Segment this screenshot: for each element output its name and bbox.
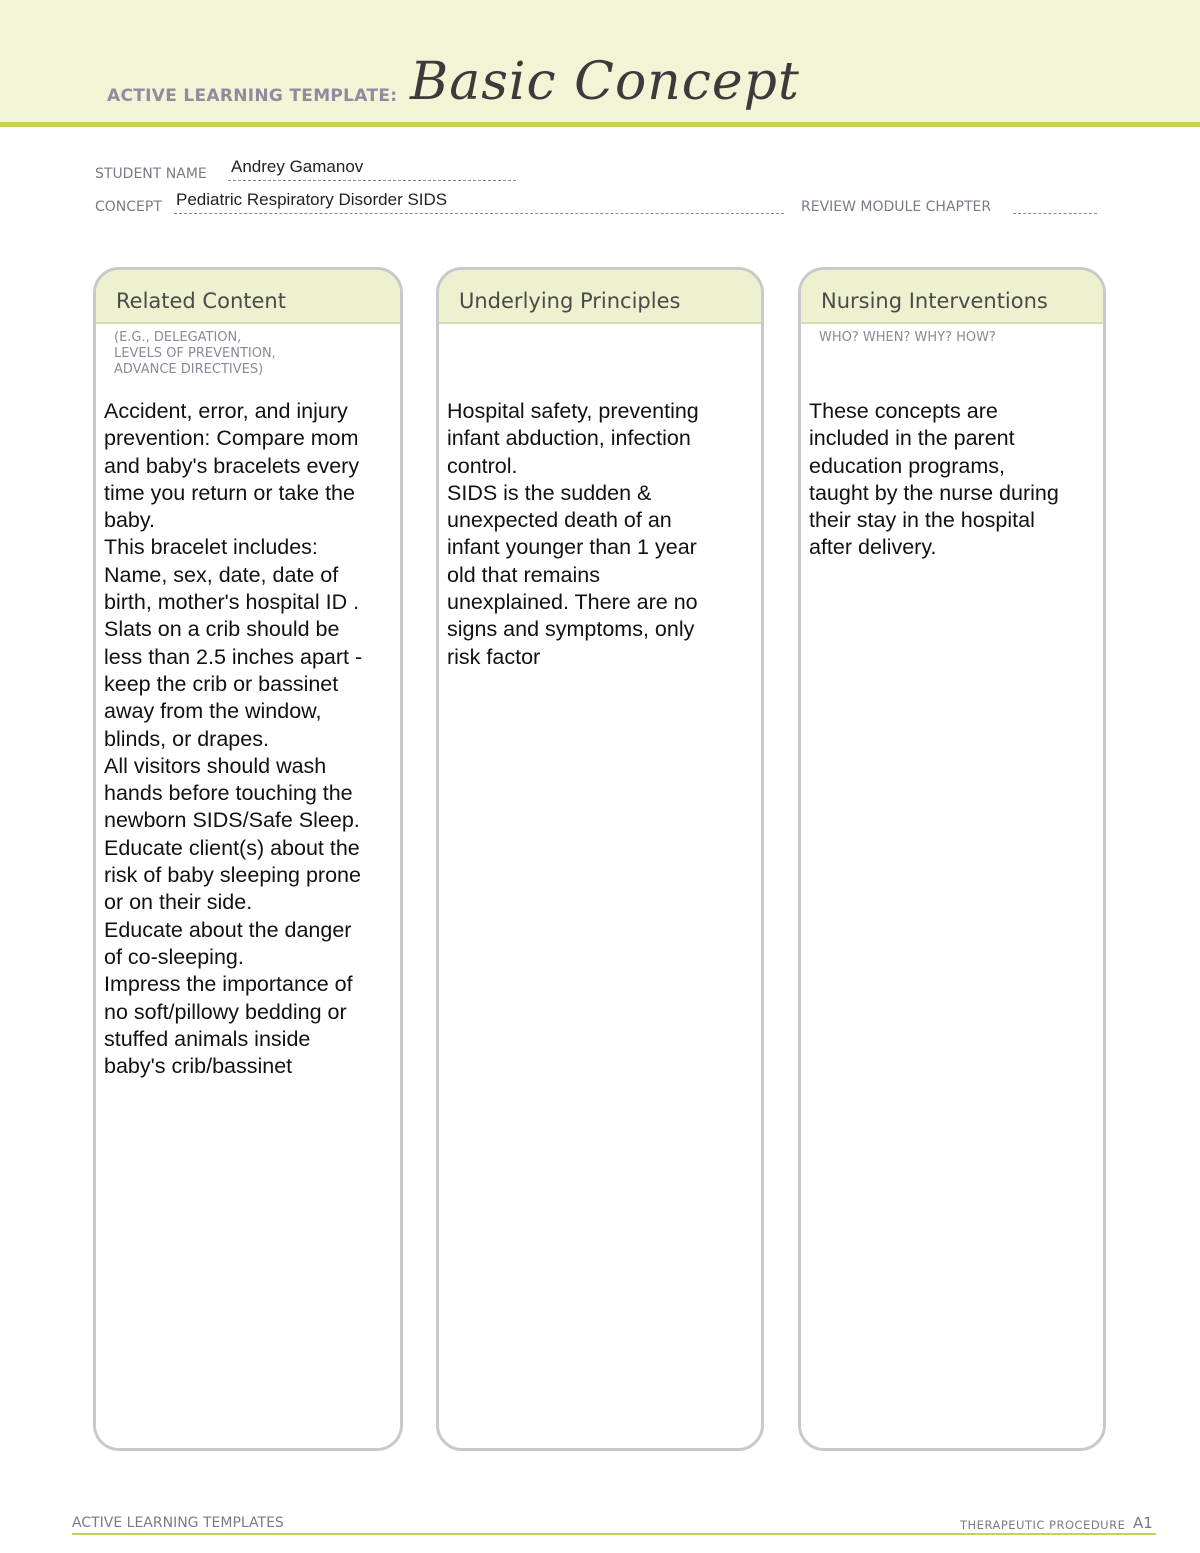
underlying-principles-header	[439, 270, 761, 324]
concept-label: CONCEPT	[95, 199, 162, 215]
concept-field[interactable]: Pediatric Respiratory Disorder SIDS	[176, 190, 448, 209]
footer-left-label: ACTIVE LEARNING TEMPLATES	[72, 1515, 284, 1531]
nursing-interventions-title: Nursing Interventions	[821, 289, 1048, 313]
page-title: Basic Concept	[410, 52, 800, 112]
footer-divider	[72, 1533, 1156, 1535]
student-name-field[interactable]: Andrey Gamanov	[231, 157, 364, 176]
related-content-title: Related Content	[116, 289, 286, 313]
nursing-interventions-panel	[798, 267, 1106, 1451]
underlying-principles-panel	[436, 267, 764, 1451]
review-module-field[interactable]	[1013, 213, 1097, 214]
nursing-interventions-header	[801, 270, 1103, 324]
underlying-principles-title: Underlying Principles	[459, 289, 681, 313]
related-content-panel	[93, 267, 403, 1451]
review-module-label: REVIEW MODULE CHAPTER	[801, 199, 992, 215]
concept-line	[174, 213, 784, 214]
nursing-interventions-subtitle: WHO? WHEN? WHY? HOW?	[819, 330, 996, 345]
student-name-label: STUDENT NAME	[95, 166, 207, 182]
related-content-header	[96, 270, 400, 324]
header-divider	[0, 122, 1200, 127]
footer-right-label: THERAPEUTIC PROCEDURE	[960, 1518, 1126, 1532]
nursing-interventions-text[interactable]: These concepts are included in the parent education programs, taught by the nurse during their stay in the hospital after delivery.	[809, 399, 1059, 560]
student-name-line	[228, 180, 516, 181]
underlying-principles-text[interactable]: Hospital safety, preventing infant abduction, infection control. SIDS is the sudden & unexpected death of an infant younger than 1 year old that remains unexplained. There are no signs and symptoms, only risk factor	[447, 399, 699, 669]
page-number: A1	[1133, 1514, 1153, 1532]
related-content-subtitle: (E.G., DELEGATION, LEVELS OF PREVENTION, ADVANCE DIRECTIVES)	[114, 330, 276, 377]
related-content-text[interactable]: Accident, error, and injury prevention: Compare mom and baby's bracelets every time you return or take the baby. This bracelet includes: Name, sex, date, date of birth, mother's hospital ID . Slats on a crib should be less than 2.5 inches apart - keep the crib or bassinet away from the window, blinds, or drapes. All visitors should wash hands before touching the newborn SIDS/Safe Sleep. Educate client(s) about the risk of baby sleeping prone or on their side. Educate about the danger of co-sleeping. Impress the importance of no soft/pillowy bedding or stuffed animals inside baby's crib/bassinet	[104, 399, 363, 1079]
template-label: ACTIVE LEARNING TEMPLATE:	[107, 86, 398, 106]
